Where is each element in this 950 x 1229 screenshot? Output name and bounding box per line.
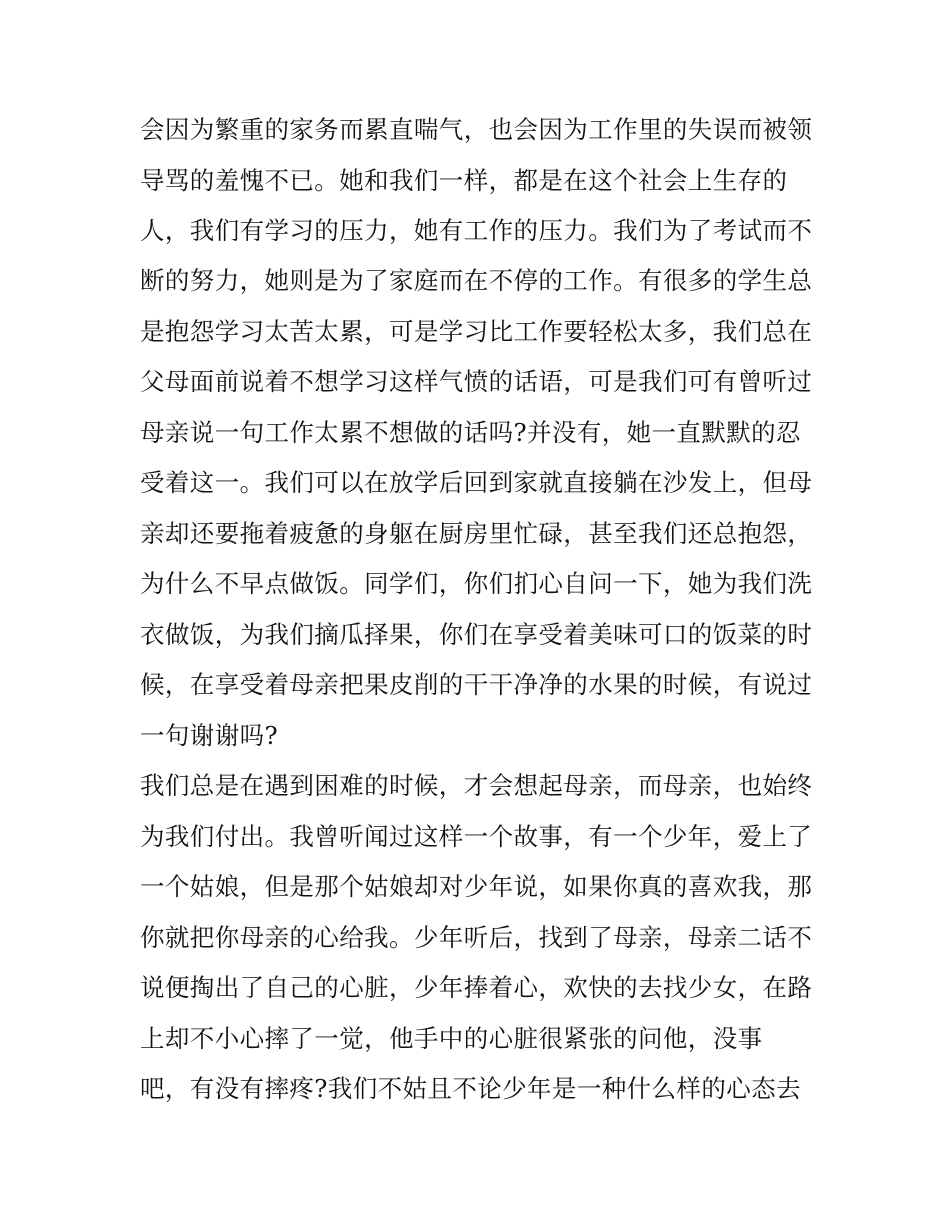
text-line: 为我们付出。我曾听闻过这样一个故事，有一个少年，爱上了 xyxy=(140,822,813,851)
text-line: 受着这一。我们可以在放学后回到家就直接躺在沙发上，但母 xyxy=(140,468,813,497)
text-line: 是抱怨学习太苦太累，可是学习比工作要轻松太多，我们总在 xyxy=(140,317,813,346)
text-line: 一个姑娘，但是那个姑娘却对少年说，如果你真的喜欢我，那 xyxy=(140,872,813,901)
text-line: 会因为繁重的家务而累直喘气，也会因为工作里的失误而被领 xyxy=(140,115,813,144)
text-line: 上却不小心摔了一觉，他手中的心脏很紧张的问他，没事 xyxy=(140,1024,763,1053)
text-line: 人，我们有学习的压力，她有工作的压力。我们为了考试而不 xyxy=(140,216,813,245)
text-line: 候，在享受着母亲把果皮削的干干净净的水果的时候，有说过 xyxy=(140,670,813,699)
text-line: 为什么不早点做饭。同学们，你们扪心自问一下，她为我们洗 xyxy=(140,569,813,598)
text-line: 父母面前说着不想学习这样气愤的话语，可是我们可有曾听过 xyxy=(140,367,813,396)
text-line: 你就把你母亲的心给我。少年听后，找到了母亲，母亲二话不 xyxy=(140,923,813,952)
text-line: 说便掏出了自己的心脏，少年捧着心，欢快的去找少女，在路 xyxy=(140,973,813,1002)
text-line: 一句谢谢吗? xyxy=(140,721,279,750)
text-line: 吧，有没有摔疼?我们不姑且不论少年是一种什么样的心态去 xyxy=(140,1074,801,1103)
text-line: 导骂的羞愧不已。她和我们一样，都是在这个社会上生存的 xyxy=(140,166,788,195)
text-line: 衣做饭，为我们摘瓜择果，你们在享受着美味可口的饭菜的时 xyxy=(140,620,813,649)
text-line: 断的努力，她则是为了家庭而在不停的工作。有很多的学生总 xyxy=(140,266,813,295)
text-line: 我们总是在遇到困难的时候，才会想起母亲，而母亲，也始终 xyxy=(140,771,813,800)
text-line: 亲却还要拖着疲惫的身躯在厨房里忙碌，甚至我们还总抱怨， xyxy=(140,519,813,548)
text-line: 母亲说一句工作太累不想做的话吗?并没有，她一直默默的忍 xyxy=(140,418,801,447)
